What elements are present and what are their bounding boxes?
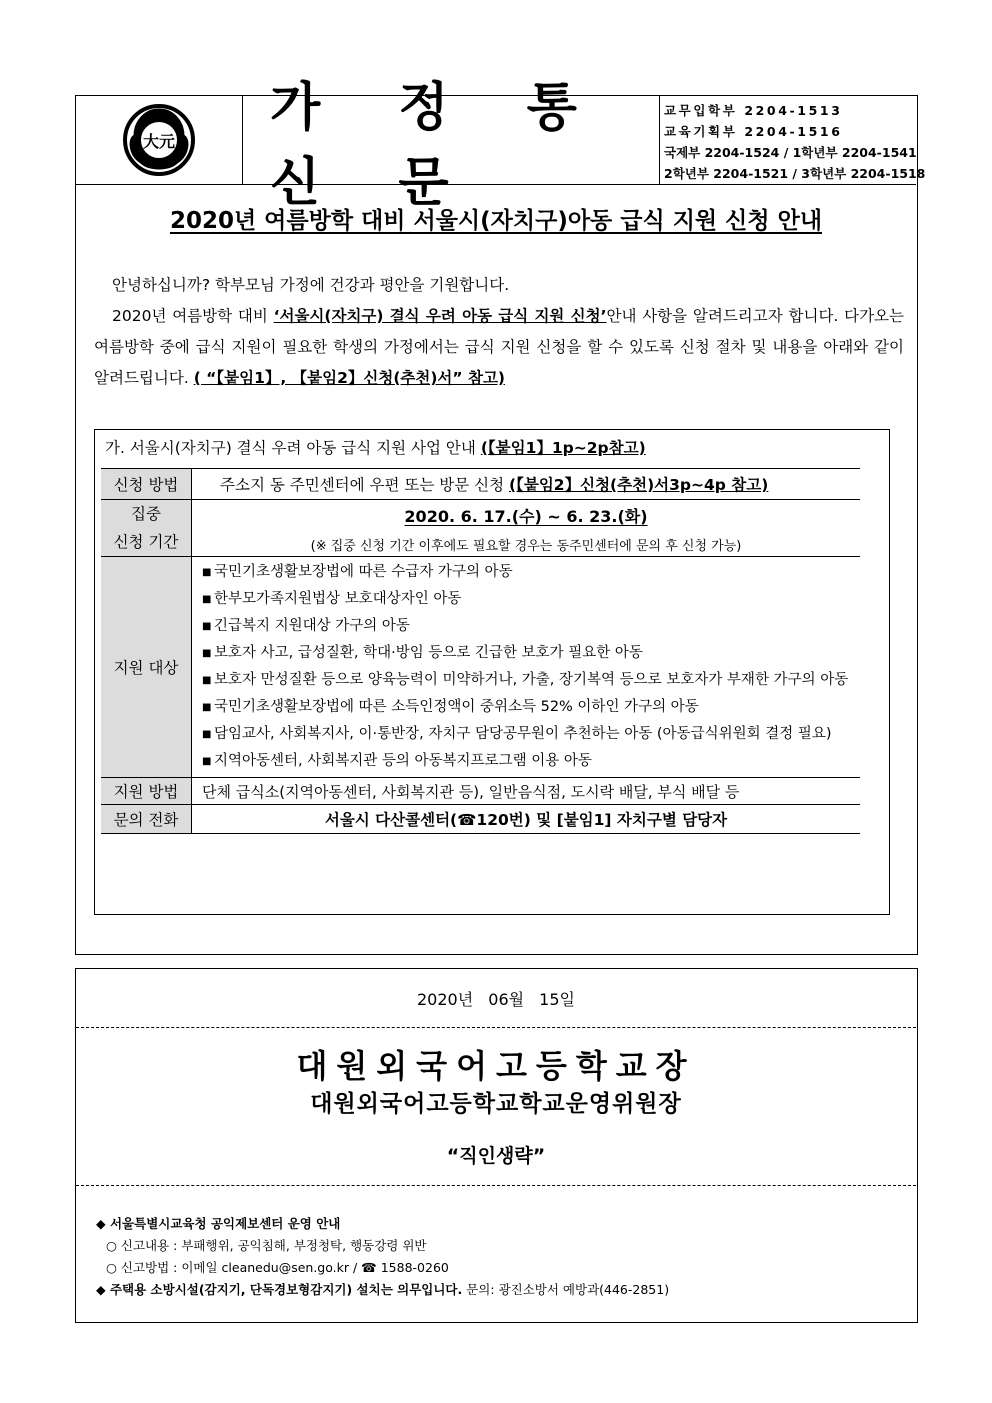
support-label: 지원 방법 [101, 778, 192, 805]
list-item: ■ 지역아동센터, 사회복지관 등의 아동복지프로그램 이용 아동 [202, 748, 850, 775]
principal-title: 대원외국어고등학교장 [296, 1047, 696, 1085]
period-label [101, 500, 192, 557]
method-text: 주소지 동 주민센터에 우편 또는 방문 신청 [220, 476, 510, 494]
list-item: ■ 담임교사, 사회복지사, 이·통반장, 자치구 담당공무원이 추천하는 아동 (아동급식위원회 결정 필요) [202, 721, 850, 748]
period-label-2: 신청 기간 [113, 533, 179, 551]
list-item: ■ 보호자 만성질환 등으로 양육능력이 미약하거나, 가출, 장기복역 등으로 보호자가 부재한 가구의 아동 [202, 667, 850, 694]
intro-text-c: 안내 사항을 알려드리고자 합니다. 다가오는 여름방학 중에 급식 지원이 필요한 학생의 가정에서는 급식 지원 신청을 할 수 있도록 신청 절차 및 내용을 아래와 같이 알려드립니다. [94, 307, 905, 387]
seal-omitted: “직인생략” [446, 1145, 546, 1167]
contact-label: 문의 전화 [101, 805, 192, 834]
list-item: ■ 국민기초생활보장법에 따른 수급자 가구의 아동 [202, 559, 850, 586]
fire-notice-text: ◆ 주택용 소방시설(감지기, 단독경보형감지기) 설치는 의무입니다. [96, 1282, 463, 1297]
period-label-1: 집중 [131, 505, 161, 523]
target-list [202, 559, 850, 775]
contact-line: 교육기획부 2204-1516 [664, 124, 843, 139]
divider [76, 1185, 916, 1186]
contact-line: 국제부 2204-1524 / 1학년부 2204-1541 [664, 145, 917, 160]
committee-title: 대원외국어고등학교학교운영위원장 [310, 1091, 682, 1117]
intro-highlight: ‘서울시(자치구) 결식 우려 아동 급식 지원 신청’ [273, 307, 607, 325]
document-title: 2020년 여름방학 대비 서울시(자치구)아동 급식 지원 신청 안내 [169, 208, 823, 234]
method-value [192, 469, 861, 500]
program-heading-ref: (【붙임1】1p~2p참고) [480, 439, 646, 457]
target-list-cell [192, 557, 861, 778]
intro-text-a: 2020년 여름방학 대비 [112, 307, 274, 325]
list-item: ■ 한부모가족지원법상 보호대상자인 아동 [202, 586, 850, 613]
public-notice [96, 1213, 669, 1301]
program-heading [105, 436, 646, 458]
table-row [101, 778, 860, 805]
program-table [101, 468, 860, 834]
support-value: 단체 급식소(지역아동센터, 사회복지관 등), 일반음식점, 도시락 배달, 부식 배달 등 [192, 778, 861, 805]
method-ref: (【붙임2】신청(추천)서3p~4p 참고) [509, 476, 769, 494]
issue-date: 2020년 06월 15일 [417, 990, 575, 1009]
program-heading-text: 가. 서울시(자치구) 결식 우려 아동 급식 지원 사업 안내 [105, 439, 481, 457]
method-label: 신청 방법 [101, 469, 192, 500]
table-row [101, 469, 860, 500]
table-row [101, 557, 860, 778]
table-row [101, 805, 860, 834]
target-label: 지원 대상 [101, 557, 192, 778]
signature-frame [75, 968, 918, 1323]
notice-line: ○ 신고내용 : 부패행위, 공익침해, 부정청탁, 행동강령 위반 [106, 1238, 427, 1253]
logo-text: 大元 [142, 132, 176, 151]
contact-line: 교무입학부 2204-1513 [664, 103, 843, 118]
fire-contact: 문의: 광진소방서 예방과(446-2851) [466, 1282, 670, 1297]
school-logo [76, 96, 243, 184]
period-note: (※ 집중 신청 기간 이후에도 필요할 경우는 동주민센터에 문의 후 신청 가능) [310, 539, 742, 554]
list-item: ■ 국민기초생활보장법에 따른 소득인정액이 중위소득 52% 이하인 가구의 아동 [202, 694, 850, 721]
notice-frame [75, 78, 926, 955]
period-dates: 2020. 6. 17.(수) ~ 6. 23.(화) [404, 507, 648, 526]
contact-numbers [664, 100, 926, 184]
contact-line: 2학년부 2204-1521 / 3학년부 2204-1518 [664, 166, 926, 181]
notice-title: ◆ 서울특별시교육청 공익제보센터 운영 안내 [96, 1216, 341, 1231]
divider [76, 1027, 916, 1028]
newsletter-title: 가 정 통 신 문 [244, 96, 660, 184]
list-item: ■ 보호자 사고, 급성질환, 학대·방임 등으로 긴급한 보호가 필요한 아동 [202, 640, 850, 667]
notice-line: ○ 신고방법 : 이메일 cleanedu@sen.go.kr / ☎ 1588-0260 [106, 1260, 449, 1275]
letter-header [76, 78, 926, 213]
greeting: 안녕하십니까? 학부모님 가정에 건강과 평안을 기원합니다. [112, 276, 510, 294]
fire-notice [96, 1279, 669, 1301]
list-item: ■ 긴급복지 지원대상 가구의 아동 [202, 613, 850, 640]
intro-text [94, 270, 904, 394]
contact-value: 서울시 다산콜센터(☎120번) 및 [붙임1] 자치구별 담당자 [192, 805, 861, 834]
intro-paragraph [94, 301, 904, 394]
intro-reference: ( “【붙임1】, 【붙임2】신청(추천)서” 참고) [193, 369, 506, 387]
period-value [192, 500, 861, 557]
table-row [101, 500, 860, 557]
program-box [94, 429, 890, 915]
